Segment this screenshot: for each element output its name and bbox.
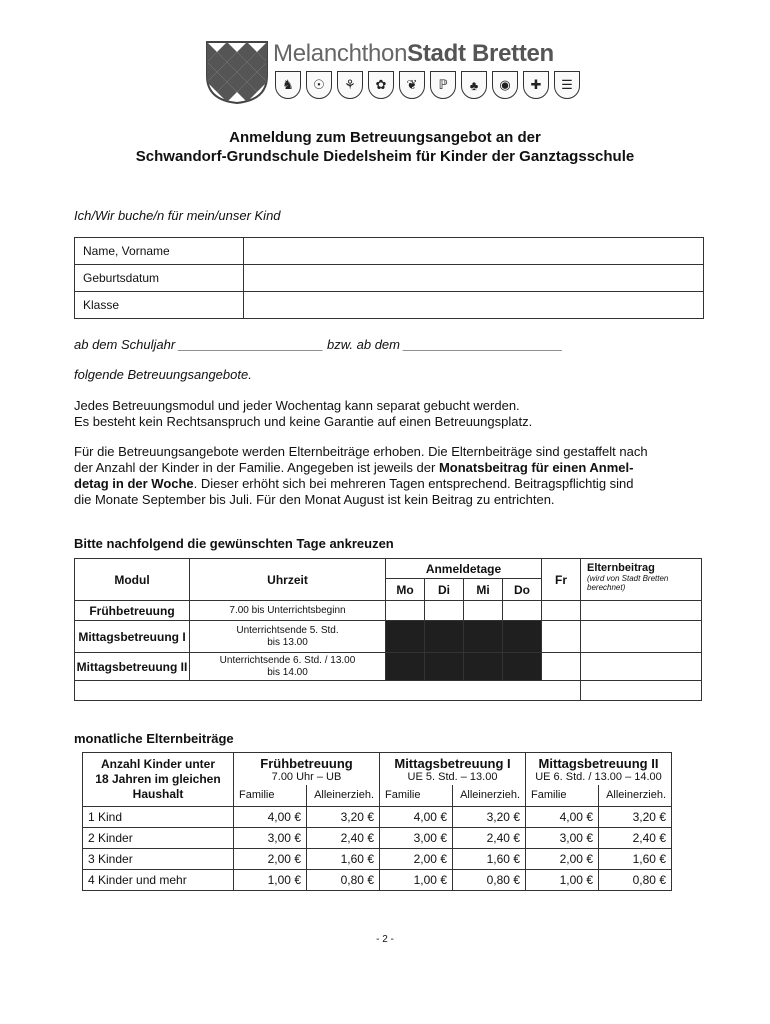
fees-group-header xyxy=(526,753,672,785)
day-checkbox[interactable] xyxy=(542,621,581,653)
fees-group-header xyxy=(380,753,526,785)
fees-table xyxy=(82,752,672,891)
booking-heading: Bitte nachfolgend die gewünschten Tage ankreuzen xyxy=(74,536,394,551)
fee-value: 3,00 € xyxy=(526,828,599,849)
crest-icon: ☉ xyxy=(306,71,332,99)
fee-value: 1,00 € xyxy=(380,870,453,891)
district-crests xyxy=(275,71,580,99)
table-row xyxy=(83,807,672,828)
beitrag-note: berechnet) xyxy=(587,583,626,592)
offers-line: folgende Betreuungsangebote. xyxy=(74,367,252,382)
crest-icon: ❦ xyxy=(399,71,425,99)
city-shield-icon xyxy=(205,40,269,104)
booking-table xyxy=(74,558,702,701)
paragraph-line: Es besteht kein Rechtsanspruch und keine Garantie auf einen Betreuungsplatz. xyxy=(74,414,533,429)
module-time xyxy=(190,621,386,653)
day-header-mo: Mo xyxy=(386,579,425,601)
crest-icon: ◉ xyxy=(492,71,518,99)
day-checkbox[interactable] xyxy=(542,601,581,621)
class-field[interactable] xyxy=(244,292,704,319)
fee-value: 2,00 € xyxy=(526,849,599,870)
title-line-2: Schwandorf-Grundschule Diedelsheim für Kinder der Ganztagsschule xyxy=(135,148,635,165)
day-header-do: Do xyxy=(503,579,542,601)
crest-icon: ℙ xyxy=(430,71,456,99)
day-header-fr: Fr xyxy=(542,559,581,601)
page-number: - 2 - xyxy=(376,934,394,945)
sub-header-familie: Familie xyxy=(526,785,599,807)
fee-value: 0,80 € xyxy=(307,870,380,891)
beitrag-cell xyxy=(581,601,702,621)
unavailable-cell xyxy=(425,621,464,653)
day-checkbox[interactable] xyxy=(464,601,503,621)
fee-value: 3,00 € xyxy=(380,828,453,849)
paragraph-line: der Anzahl der Kinder in der Familie. Angegeben ist jeweils der Monatsbeitrag für einen Anmel- xyxy=(74,460,634,475)
fee-value: 4,00 € xyxy=(380,807,453,828)
group-name: Frühbetreuung xyxy=(260,756,353,771)
fee-value: 2,40 € xyxy=(599,828,672,849)
column-header-modul: Modul xyxy=(75,559,190,601)
info-paragraph-1 xyxy=(74,398,714,430)
crest-icon: ✚ xyxy=(523,71,549,99)
time-line: bis 13.00 xyxy=(267,636,308,648)
crest-icon: ♣ xyxy=(461,71,487,99)
group-time: UE 5. Std. – 13.00 xyxy=(407,771,498,783)
table-row xyxy=(83,870,672,891)
day-checkbox[interactable] xyxy=(425,601,464,621)
fee-value: 2,40 € xyxy=(453,828,526,849)
group-time: UE 6. Std. / 13.00 – 14.00 xyxy=(535,771,662,783)
unavailable-cell xyxy=(386,653,425,681)
field-label: Klasse xyxy=(75,292,244,319)
time-line: bis 14.00 xyxy=(267,666,308,678)
fee-value: 3,20 € xyxy=(307,807,380,828)
document-title xyxy=(0,128,770,166)
module-name: Frühbetreuung xyxy=(75,601,190,621)
column-header-beitrag xyxy=(581,559,702,601)
fee-value: 4,00 € xyxy=(234,807,307,828)
birthdate-field[interactable] xyxy=(244,265,704,292)
time-line: Unterrichtsende 5. Std. xyxy=(236,624,339,636)
column-header-anmeldetage: Anmeldetage xyxy=(386,559,542,579)
sub-header-allein: Alleinerzieh. xyxy=(307,785,380,807)
unavailable-cell xyxy=(464,653,503,681)
beitrag-note: (wird von Stadt Bretten xyxy=(587,574,669,583)
fee-value: 4,00 € xyxy=(526,807,599,828)
table-row xyxy=(83,849,672,870)
child-details-table xyxy=(74,237,704,319)
sub-header-familie: Familie xyxy=(380,785,453,807)
unavailable-cell xyxy=(503,653,542,681)
header-line: Anzahl Kinder unter xyxy=(100,757,215,771)
unavailable-cell xyxy=(464,621,503,653)
column-header-uhrzeit: Uhrzeit xyxy=(190,559,386,601)
time-line: Unterrichtsende 6. Std. / 13.00 xyxy=(219,654,356,666)
fee-value: 1,60 € xyxy=(453,849,526,870)
fee-value: 0,80 € xyxy=(599,870,672,891)
day-header-mi: Mi xyxy=(464,579,503,601)
field-label: Name, Vorname xyxy=(75,238,244,265)
group-name: Mittagsbetreuung II xyxy=(538,756,659,771)
fee-value: 3,20 € xyxy=(599,807,672,828)
day-header-di: Di xyxy=(425,579,464,601)
day-checkbox[interactable] xyxy=(386,601,425,621)
paragraph-line: die Monate September bis Juli. Für den Monat August ist kein Beitrag zu entrichten. xyxy=(74,492,555,507)
crest-icon: ♞ xyxy=(275,71,301,99)
booking-total-row xyxy=(75,681,581,701)
row-label: 3 Kinder xyxy=(83,849,234,870)
table-row xyxy=(83,828,672,849)
schoolyear-line[interactable]: ab dem Schuljahr ____________________ bzw. ab dem ______________________ xyxy=(74,337,563,352)
unavailable-cell xyxy=(425,653,464,681)
beitrag-total-cell xyxy=(581,681,702,701)
fee-value: 2,00 € xyxy=(380,849,453,870)
fee-value: 3,20 € xyxy=(453,807,526,828)
intro-text: Ich/Wir buche/n für mein/unser Kind xyxy=(74,208,281,223)
fee-value: 3,00 € xyxy=(234,828,307,849)
module-time: 7.00 bis Unterrichtsbeginn xyxy=(190,601,386,621)
row-label: 1 Kind xyxy=(83,807,234,828)
module-name: Mittagsbetreuung II xyxy=(75,653,190,681)
beitrag-label: Elternbeitrag xyxy=(587,562,655,574)
paragraph-line: Für die Betreuungsangebote werden Elternbeiträge erhoben. Die Elternbeiträge sind gestaffelt nach xyxy=(74,444,648,459)
fees-group-header xyxy=(234,753,380,785)
fees-heading: monatliche Elternbeiträge xyxy=(74,731,234,746)
crest-icon: ⚘ xyxy=(337,71,363,99)
row-label: 2 Kinder xyxy=(83,828,234,849)
beitrag-cell xyxy=(581,653,702,681)
title-line-1: Anmeldung zum Betreuungsangebot an der xyxy=(229,129,541,146)
fee-value: 2,40 € xyxy=(307,828,380,849)
name-field[interactable] xyxy=(244,238,704,265)
header-line: Haushalt xyxy=(132,787,184,801)
unavailable-cell xyxy=(386,621,425,653)
beitrag-cell xyxy=(581,621,702,653)
day-checkbox[interactable] xyxy=(503,601,542,621)
row-label: 4 Kinder und mehr xyxy=(83,870,234,891)
day-checkbox[interactable] xyxy=(542,653,581,681)
module-name: Mittagsbetreuung I xyxy=(75,621,190,653)
fee-value: 1,60 € xyxy=(599,849,672,870)
sub-header-allein: Alleinerzieh. xyxy=(453,785,526,807)
fee-value: 0,80 € xyxy=(453,870,526,891)
unavailable-cell xyxy=(503,621,542,653)
info-paragraph-2 xyxy=(74,444,714,508)
group-time: 7.00 Uhr – UB xyxy=(271,771,342,783)
paragraph-line: Jedes Betreuungsmodul und jeder Wochentag kann separat gebucht werden. xyxy=(74,398,520,413)
group-name: Mittagsbetreuung I xyxy=(394,756,511,771)
fees-column-header-children xyxy=(83,753,234,807)
sub-header-allein: Alleinerzieh. xyxy=(599,785,672,807)
module-time xyxy=(190,653,386,681)
city-logo xyxy=(205,38,573,108)
city-name: MelanchthonStadt Bretten xyxy=(273,40,554,67)
sub-header-familie: Familie xyxy=(234,785,307,807)
crest-icon: ✿ xyxy=(368,71,394,99)
header-line: 18 Jahren im gleichen xyxy=(95,772,221,786)
fee-value: 2,00 € xyxy=(234,849,307,870)
fee-value: 1,60 € xyxy=(307,849,380,870)
paragraph-line: detag in der Woche. Dieser erhöht sich bei mehreren Tagen entsprechend. Beitragspflichtig sind xyxy=(74,476,634,491)
field-label: Geburtsdatum xyxy=(75,265,244,292)
fee-value: 1,00 € xyxy=(526,870,599,891)
crest-icon: ☰ xyxy=(554,71,580,99)
fee-value: 1,00 € xyxy=(234,870,307,891)
